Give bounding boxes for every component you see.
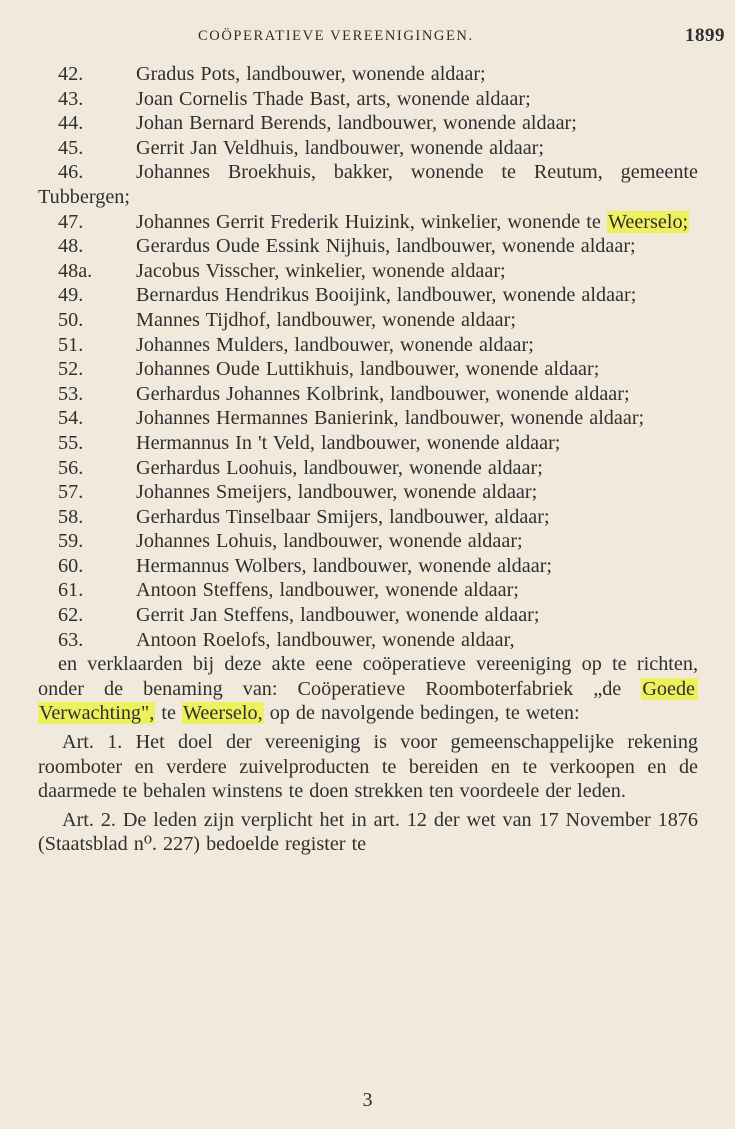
entry-number: 49. xyxy=(58,284,84,307)
entry-text: Hermannus In 't Veld, landbouwer, wonende aldaar; xyxy=(136,431,561,454)
highlight-space xyxy=(696,678,698,700)
member-entry xyxy=(38,628,698,653)
page-year: 1899 xyxy=(685,25,725,46)
article-1-label: Art. 1. xyxy=(62,731,123,754)
entry-text: Antoon Steffens, landbouwer, wonende aldaar; xyxy=(136,579,519,602)
member-entry xyxy=(38,431,698,456)
member-entry xyxy=(38,603,698,628)
entry-text: Jacobus Visscher, winkelier, wonende aldaar; xyxy=(136,259,506,282)
entry-number: 46. xyxy=(58,161,84,184)
page-header xyxy=(0,25,735,54)
member-entry xyxy=(38,406,698,431)
member-entry xyxy=(38,333,698,358)
entry-text: Gerardus Oude Essink Nijhuis, landbouwer, wonende aldaar; xyxy=(136,235,636,258)
article-2 xyxy=(38,808,698,857)
entry-number: 52. xyxy=(58,358,84,381)
entry-text: Johannes Hermannes Banierink, landbouwer, wonende aldaar; xyxy=(136,407,645,430)
entry-number: 48a. xyxy=(58,259,93,282)
member-entry xyxy=(38,578,698,603)
closing-paragraph xyxy=(38,652,698,726)
member-entry xyxy=(38,554,698,579)
entry-number: 45. xyxy=(58,136,84,159)
entry-number: 56. xyxy=(58,456,84,479)
entry-text: Johannes Broekhuis, bakker, wonende te Reutum, gemeente Tubbergen; xyxy=(38,161,698,208)
entry-number: 54. xyxy=(58,407,84,430)
member-entry xyxy=(38,283,698,308)
entry-text: Gradus Pots, landbouwer, wonende aldaar; xyxy=(136,63,486,85)
member-entry xyxy=(38,259,698,284)
member-entry xyxy=(38,456,698,481)
member-entry xyxy=(38,111,698,136)
member-entry xyxy=(38,234,698,259)
highlight-goede: Goede xyxy=(642,677,695,700)
running-title: COÖPERATIEVE VEREENIGINGEN. xyxy=(198,28,474,44)
entry-number: 61. xyxy=(58,579,84,602)
entry-text: Gerrit Jan Steffens, landbouwer, wonende aldaar; xyxy=(136,604,540,627)
entry-number: 63. xyxy=(58,628,84,651)
entry-number: 47. xyxy=(58,210,84,233)
entry-text: Gerhardus Tinselbaar Smijers, landbouwer, aldaar; xyxy=(136,505,550,528)
entry-text: Hermannus Wolbers, landbouwer, wonende aldaar; xyxy=(136,554,553,577)
entry-number: 55. xyxy=(58,431,84,454)
member-entry xyxy=(38,210,698,235)
entry-text: Bernardus Hendrikus Booijink, landbouwer, wonende aldaar; xyxy=(136,284,637,307)
entry-text: Gerrit Jan Veldhuis, landbouwer, wonende aldaar; xyxy=(136,136,545,159)
article-1 xyxy=(38,730,698,804)
entry-highlight: Weerselo; xyxy=(607,210,689,233)
entry-number: 42. xyxy=(58,63,84,85)
member-entry xyxy=(38,136,698,161)
entry-text: Mannes Tijdhof, landbouwer, wonende aldaar; xyxy=(136,308,516,331)
entry-text: Johannes Smeijers, landbouwer, wonende aldaar; xyxy=(136,481,538,504)
entry-text: Johannes Gerrit Frederik Huizink, winkelier, wonende te xyxy=(136,210,607,233)
article-2-label: Art. 2. xyxy=(62,808,116,831)
closing-text-1: en verklaarden bij deze akte eene coöperatieve vereeniging op te richten, onder de benaming van: Coöperatieve Roomboterfabriek „de xyxy=(38,653,698,700)
document-body xyxy=(38,62,698,857)
entry-number: 53. xyxy=(58,382,84,405)
article-2-text: De leden zijn verplicht het in art. 12 der wet van 17 November 1876 (Staatsblad n⁰. 227) bedoelde register te xyxy=(38,808,698,856)
member-entry xyxy=(38,357,698,382)
page-number: 3 xyxy=(362,1089,373,1111)
entry-text: Johan Bernard Berends, landbouwer, wonende aldaar; xyxy=(136,112,577,135)
entry-text: Antoon Roelofs, landbouwer, wonende aldaar, xyxy=(136,628,515,651)
entry-text: Joan Cornelis Thade Bast, arts, wonende aldaar; xyxy=(136,87,531,110)
entry-number: 60. xyxy=(58,554,84,577)
entry-number: 62. xyxy=(58,604,84,627)
member-entry xyxy=(38,382,698,407)
member-entry xyxy=(38,160,698,209)
entry-text: Johannes Lohuis, landbouwer, wonende aldaar; xyxy=(136,530,523,553)
member-list xyxy=(38,62,698,652)
entry-number: 44. xyxy=(58,112,84,135)
entry-text: Johannes Oude Luttikhuis, landbouwer, wonende aldaar; xyxy=(136,358,600,381)
closing-text-2: te xyxy=(155,702,182,725)
entry-number: 51. xyxy=(58,333,84,356)
member-entry xyxy=(38,529,698,554)
member-entry xyxy=(38,308,698,333)
entry-number: 59. xyxy=(58,530,84,553)
entry-number: 50. xyxy=(58,308,84,331)
article-1-text: Het doel der vereeniging is voor gemeenschappelijke rekening roomboter en verdere zuivelproducten te bereiden en te verkoopen en de daarmede te behalen winstens te doen strekken ten voordeele der leden. xyxy=(38,731,699,803)
member-entry xyxy=(38,480,698,505)
entry-number: 43. xyxy=(58,87,84,110)
highlight-verwachting: Verwachting", xyxy=(39,702,155,725)
entry-number: 57. xyxy=(58,481,84,504)
entry-text: Johannes Mulders, landbouwer, wonende aldaar; xyxy=(136,333,534,356)
member-entry xyxy=(38,62,698,87)
entry-text: Gerhardus Loohuis, landbouwer, wonende aldaar; xyxy=(136,456,543,479)
closing-text-3: op de navolgende bedingen, te weten: xyxy=(263,702,580,725)
entry-number: 48. xyxy=(58,235,84,258)
member-entry xyxy=(38,505,698,530)
highlight-weerselo: Weerselo, xyxy=(182,702,263,725)
entry-number: 58. xyxy=(58,505,84,528)
member-entry xyxy=(38,87,698,112)
entry-text: Gerhardus Johannes Kolbrink, landbouwer, wonende aldaar; xyxy=(136,382,630,405)
